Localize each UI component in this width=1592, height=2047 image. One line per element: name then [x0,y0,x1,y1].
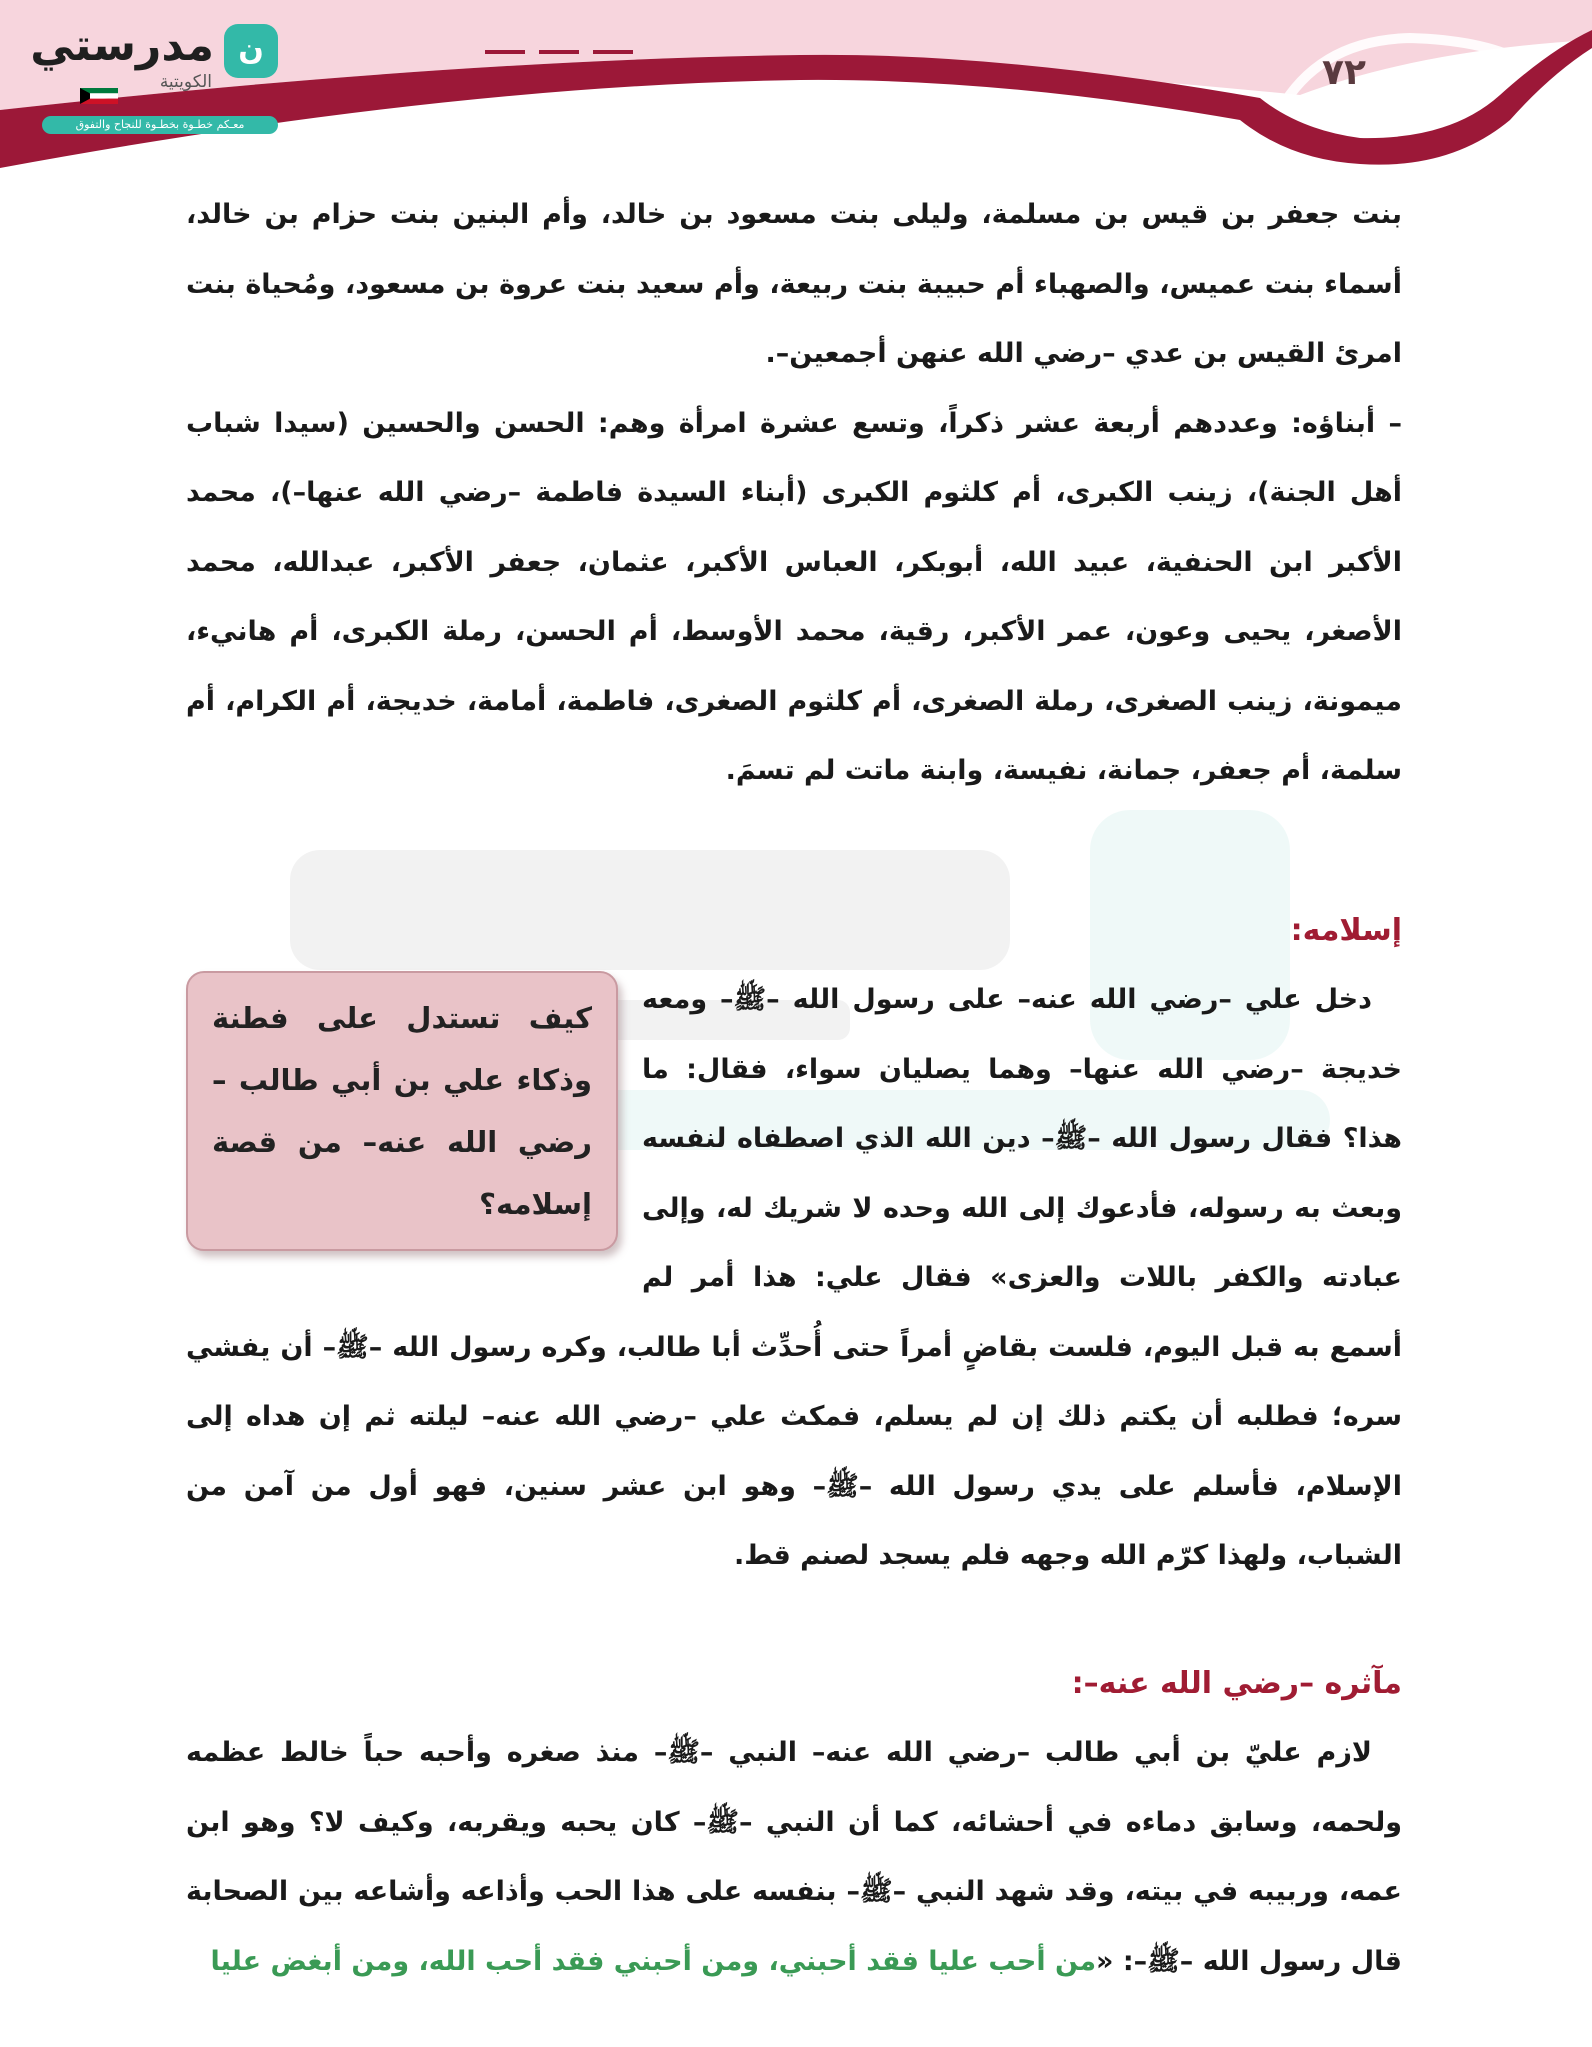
logo-name: مدرستي [30,20,214,71]
logo-badge-icon: ن [224,24,278,78]
merits-text: لازم عليّ بن أبي طالب –رضي الله عنه– النبي –ﷺ– منذ صغره وأحبه حباً خالط عظمه ولحمه، وسابق دماءه في أحشائه، كما أن النبي –ﷺ– كان يحبه ويقربه، وكيف لا؟ وهو ابن عمه، وربيبه في بيته، وقد شهد النبي –ﷺ– بنفسه على هذا الحب وأذاعه وأشاعه بين الصحابة قال رسول الله –ﷺ–: « [186,1737,1402,1977]
merits-section-title: مآثره –رضي الله عنه–: [1071,1665,1402,1701]
hadith-quote: من أحب عليا فقد أحبني، ومن أحبني فقد أحب الله، ومن أبغض عليا [210,1945,1097,1977]
kuwait-flag-icon [80,88,118,104]
islam-paragraph: دخل علي –رضي الله عنه– على رسول الله –ﷺ– ومعه خديجة –رضي الله عنها– وهما يصليان سواء، فقال: ما هذا؟ فقال رسول الله –ﷺ– دين الله الذي اصطفاه لنفسه وبعث به رسوله، فأدعوك إلى الله وحده لا شريك له، وإلى عبادته والكفر باللات والعزى» فقال علي: هذا أمر لم أسمع به قبل اليوم، فلست بقاضٍ أمراً حتى أُحدِّث أبا طالب، وكره رسول الله –ﷺ– أن يفشي سره؛ فطلبه أن يكتم ذلك إن لم يسلم، فمكث علي –رضي الله عنه– ليلته ثم إن هداه إلى الإسلام، فأسلم على يدي رسول الله –ﷺ– وهو ابن عشر سنين، فهو أول من آمن من الشباب، ولهذا كرّم الله وجهه فلم يسجد لصنم قط. [186,984,1402,1571]
question-text: كيف تستدل على فطنة وذكاء علي بن أبي طالب –رضي الله عنه– من قصة إسلامه؟ [212,1001,592,1221]
children-paragraph: – أبناؤه: وعددهم أربعة عشر ذكراً، وتسع عشرة امرأة وهم: الحسن والحسين (سيدا شباب أهل الجنة)، زينب الكبرى، أم كلثوم الكبرى (أبناء السيدة فاطمة –رضي الله عنها–)، محمد الأكبر ابن الحنفية، عبيد الله، أبوبكر، العباس الأكبر، عثمان، جعفر الأكبر، عبدالله، محمد الأصغر، يحيى وعون، عمر الأكبر، رقية، محمد الأوسط، أم الحسن، رملة الكبرى، أم هانيء، ميمونة، زينب الصغرى، رملة الصغرى، أم كلثوم الصغرى، فاطمة، أمامة، خديجة، أم الكرام، أم سلمة، أم جعفر، جمانة، نفيسة، وابنة ماتت لم تسمَ. [186,407,1402,786]
logo-tagline: معـكم خطـوة بخطـوة للنجاح والتفوق [42,116,278,134]
logo-subtitle: الكويتية [159,72,212,92]
question-box [186,971,618,1251]
page-number: ٧٢ [1322,52,1366,93]
merits-paragraph [186,1718,1402,1996]
wives-paragraph: بنت جعفر بن قيس بن مسلمة، وليلى بنت مسعود بن خالد، وأم البنين بنت حزام بن خالد، أسماء بنت عميس، والصهباء أم حبيبة بنت ربيعة، وأم سعيد بنت عروة بن مسعود، ومُحياة بنت امرئ القيس بن عدي –رضي الله عنهن أجمعين–. [186,199,1402,369]
school-logo[interactable] [30,20,286,131]
islam-section-title: إسلامه: [1290,912,1402,948]
page-content [186,180,1402,1996]
